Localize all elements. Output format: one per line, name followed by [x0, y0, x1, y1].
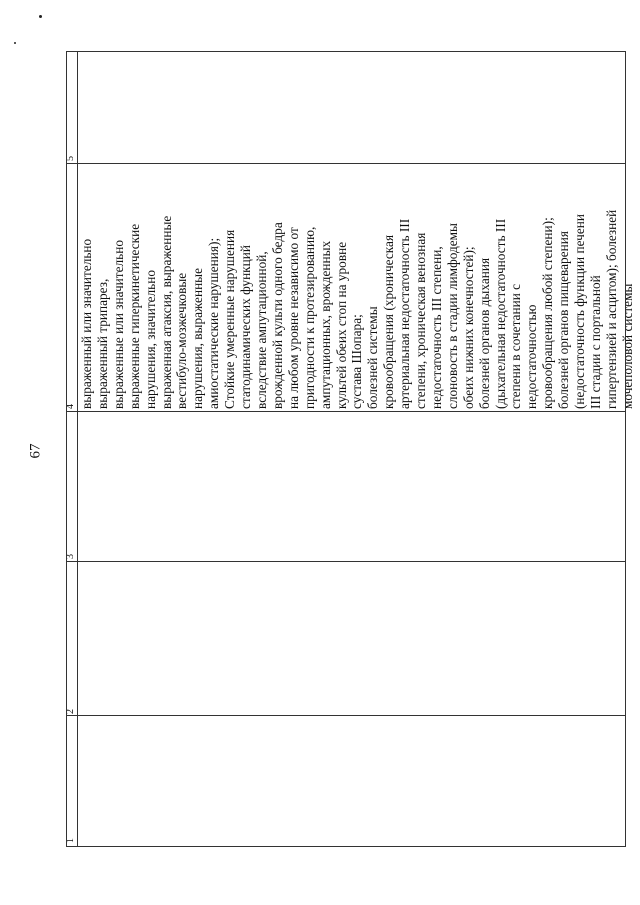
text-line: нарушения, значительно	[142, 270, 158, 409]
text-line: мочеполовой системы	[619, 283, 635, 409]
page-number: 67	[27, 443, 44, 459]
text-line: выраженный или значительно	[79, 238, 94, 409]
table-column-5	[66, 51, 626, 164]
column-header-1: 1	[65, 838, 76, 843]
table-header-divider	[77, 52, 78, 847]
text-line: врожденной культи одного бедра	[269, 222, 285, 409]
text-line: вестибуло-мозжечковые	[174, 272, 190, 409]
table-column-1	[66, 715, 626, 847]
text-line: степени, хроническая венозная	[413, 232, 429, 409]
text-line: кровообращения (хроническая	[381, 234, 397, 409]
text-line: болезней системы	[365, 306, 381, 409]
table-column-2	[66, 561, 626, 717]
column-4-text	[79, 166, 636, 409]
text-line: обеих нижних конечностей);	[460, 246, 476, 409]
text-line: болезней органов дыхания	[476, 257, 492, 409]
text-line: пригодности к протезированию,	[301, 226, 317, 409]
document-table	[65, 52, 635, 847]
text-line: кровообращения любой степени);	[540, 217, 556, 409]
text-line: (дыхательная недостаточность III	[492, 218, 508, 409]
text-line: гипертензией и асцитом); болезней	[603, 209, 619, 409]
text-line: слоновость в стадии лимфодемы	[444, 223, 460, 409]
text-line: нарушения, выраженные	[190, 267, 206, 409]
text-line: Стойкие умеренные нарушения	[222, 229, 238, 409]
text-line: недостаточность III степени,	[428, 246, 444, 409]
scan-speck	[14, 42, 16, 44]
text-line: на любом уровне независимо от	[285, 227, 301, 409]
text-line: статодинамических функций	[238, 245, 254, 409]
table-top-border	[66, 52, 67, 847]
column-header-3: 3	[65, 554, 76, 559]
column-header-5: 5	[65, 156, 76, 161]
table-column-3	[66, 411, 626, 562]
text-line: вследствие ампутационной,	[253, 251, 269, 409]
text-line: культей обеих стоп на уровне	[333, 241, 349, 409]
text-line: выраженные гиперкинетические	[126, 223, 142, 409]
text-line: выраженный трипарез,	[94, 278, 110, 409]
text-line: ампутационных, врожденных	[317, 240, 333, 409]
text-line: степени в сочетании с	[508, 283, 524, 409]
column-header-4: 4	[65, 404, 76, 409]
text-line: сустава Шопара;	[349, 314, 365, 409]
table-column-4	[65, 163, 635, 412]
text-line: артериальная недостаточность III	[397, 218, 413, 409]
text-line: недостаточностью	[524, 304, 540, 409]
text-line: выраженные или значительно	[110, 240, 126, 409]
text-line: амиостатические нарушения);	[206, 237, 222, 409]
text-line: (недостаточность функции печени	[572, 214, 588, 409]
text-line: болезней органов пищеварения	[556, 231, 572, 409]
table-bottom-border	[625, 52, 626, 847]
text-line: выраженная атаксия, выраженные	[158, 215, 174, 409]
scan-speck	[39, 15, 42, 18]
text-line: III стадии с портальной	[588, 275, 603, 409]
column-header-2: 2	[65, 709, 76, 714]
